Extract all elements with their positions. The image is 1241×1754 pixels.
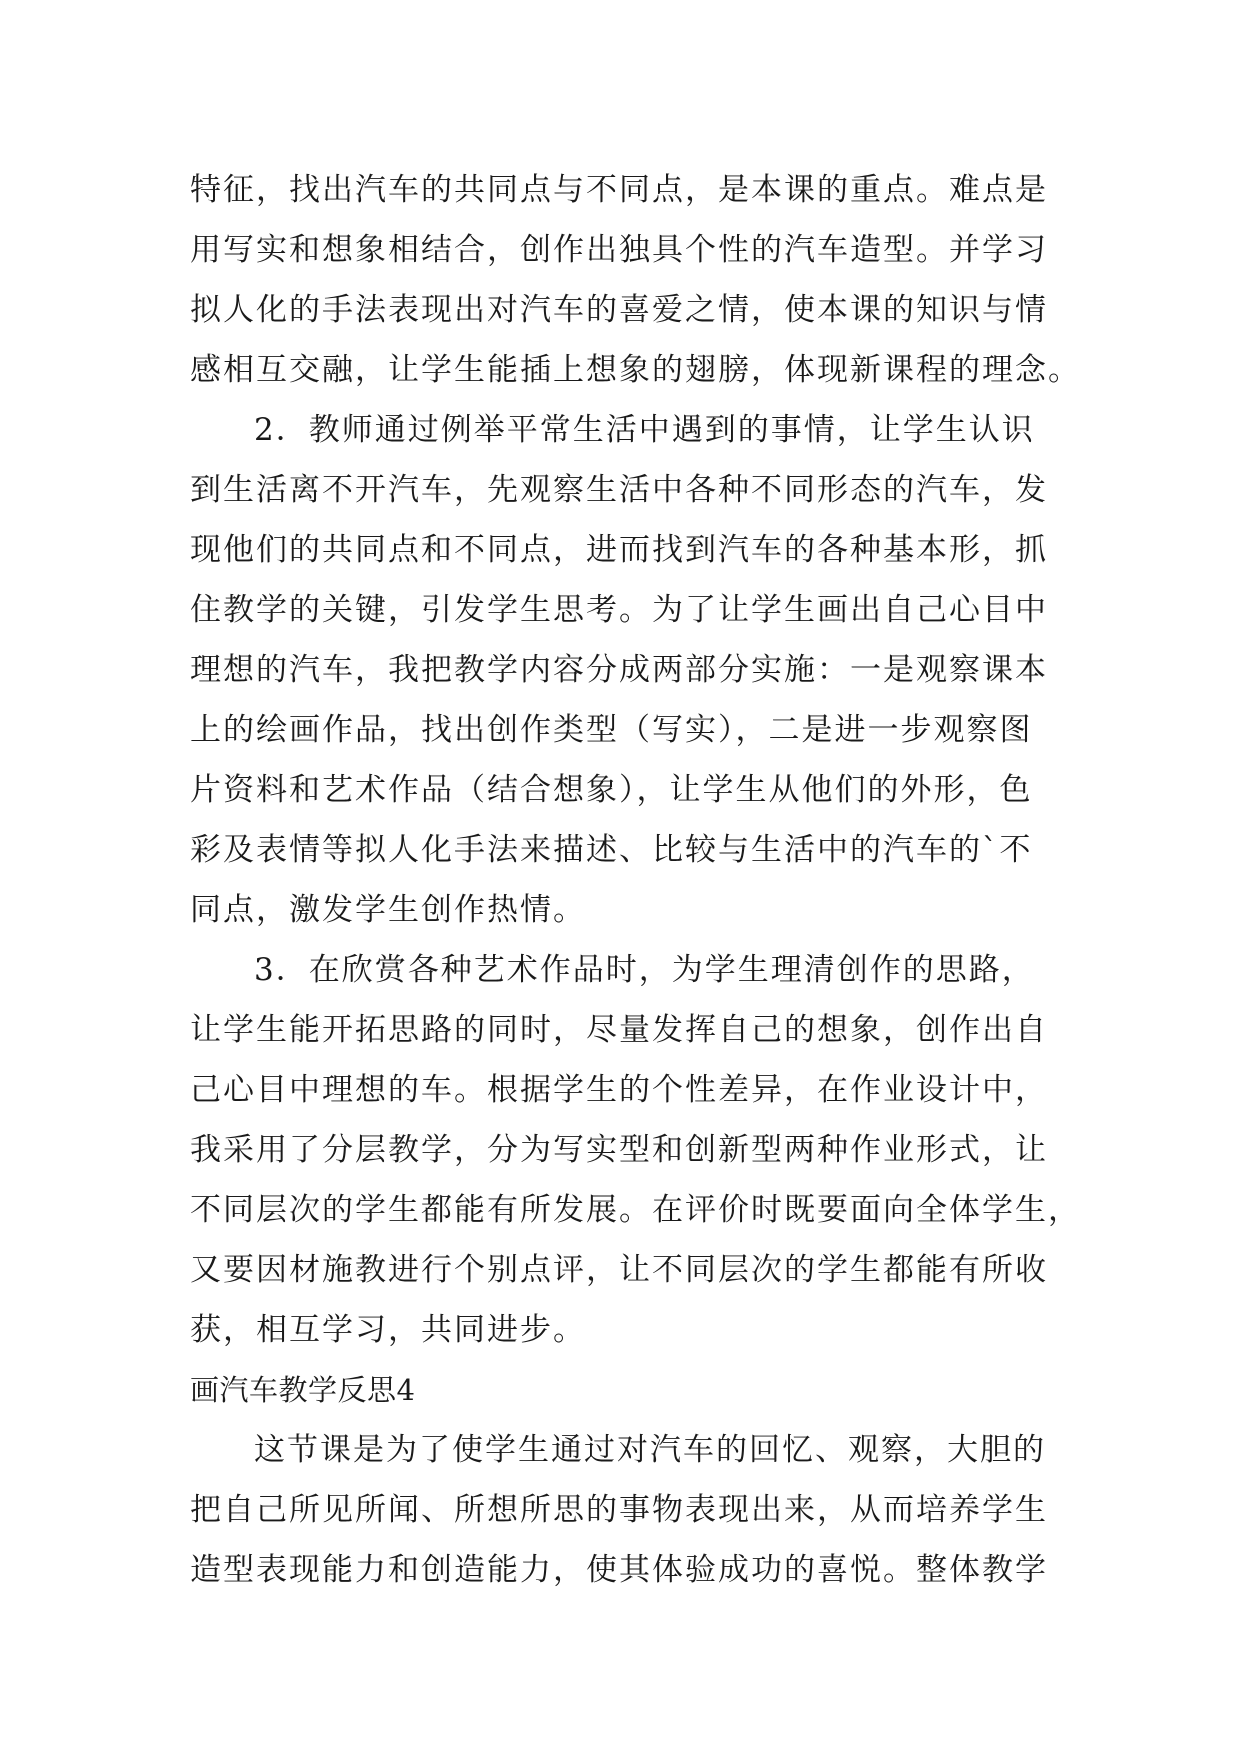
text-line: 片资料和艺术作品（结合想象），让学生从他们的外形，色 <box>190 772 1033 808</box>
section-heading: 画汽车教学反思4 <box>190 1373 416 1407</box>
document-body <box>190 160 1081 1600</box>
text-line: 用写实和想象相结合，创作出独具个性的汽车造型。并学习 <box>190 232 1048 268</box>
text-line: 让学生能开拓思路的同时，尽量发挥自己的想象，创作出自 <box>190 1012 1048 1048</box>
text-line: 获，相互学习，共同进步。 <box>190 1312 586 1348</box>
text-line: 到生活离不开汽车，先观察生活中各种不同形态的汽车，发 <box>190 472 1048 508</box>
text-line: 同点，激发学生创作热情。 <box>190 892 586 928</box>
paragraph-intro-continued <box>190 160 1081 400</box>
text-line: 理想的汽车，我把教学内容分成两部分实施：一是观察课本 <box>190 652 1048 688</box>
text-line: 拟人化的手法表现出对汽车的喜爱之情，使本课的知识与情 <box>190 292 1048 328</box>
paragraph-point-3 <box>190 940 1081 1360</box>
text-line: 3．在欣赏各种艺术作品时，为学生理清创作的思路， <box>254 952 1035 988</box>
text-line: 上的绘画作品，找出创作类型（写实），二是进一步观察图 <box>190 712 1033 748</box>
text-line: 特征，找出汽车的共同点与不同点，是本课的重点。难点是 <box>190 172 1048 208</box>
text-line: 把自己所见所闻、所想所思的事物表现出来，从而培养学生 <box>190 1492 1048 1528</box>
text-line: 现他们的共同点和不同点，进而找到汽车的各种基本形，抓 <box>190 532 1048 568</box>
text-line: 这节课是为了使学生通过对汽车的回忆、观察，大胆的 <box>254 1432 1046 1468</box>
text-line: 又要因材施教进行个别点评，让不同层次的学生都能有所收 <box>190 1252 1048 1288</box>
text-line: 我采用了分层教学，分为写实型和创新型两种作业形式，让 <box>190 1132 1048 1168</box>
text-line: 感相互交融，让学生能插上想象的翅膀，体现新课程的理念。 <box>190 352 1081 388</box>
text-line: 造型表现能力和创造能力，使其体验成功的喜悦。整体教学 <box>190 1552 1048 1588</box>
text-line: 2．教师通过例举平常生活中遇到的事情，让学生认识 <box>254 412 1035 448</box>
text-line: 不同层次的学生都能有所发展。在评价时既要面向全体学生， <box>190 1192 1081 1228</box>
text-line: 己心目中理想的车。根据学生的个性差异，在作业设计中， <box>190 1072 1048 1108</box>
paragraph-point-2 <box>190 400 1070 940</box>
text-line: 彩及表情等拟人化手法来描述、比较与生活中的汽车的`不 <box>190 832 1033 868</box>
paragraph-section-4 <box>190 1420 1070 1600</box>
text-line: 住教学的关键，引发学生思考。为了让学生画出自己心目中 <box>190 592 1048 628</box>
